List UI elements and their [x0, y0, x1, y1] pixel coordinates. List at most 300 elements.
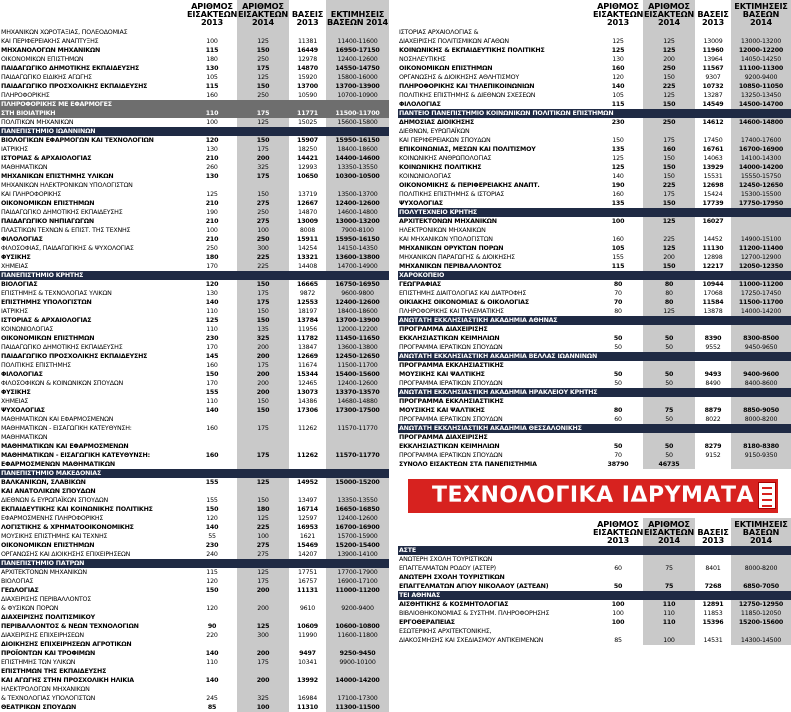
estimate-2014: 16700-16900: [326, 523, 389, 532]
admitted-2014: 75: [643, 564, 695, 573]
estimate-2014: 11300-11500: [326, 703, 389, 712]
header-col-4: ΕΚΤΙΜΗΣΕΙΣ ΒΑΣΕΩΝ 2014: [731, 518, 791, 546]
admitted-2014: 200: [237, 388, 289, 397]
table-body: [0, 28, 389, 712]
department-name: ΙΑΤΡΙΚΗΣ: [1, 308, 28, 315]
section-header-row: [398, 388, 791, 397]
table-row: [0, 37, 389, 46]
estimate-2014: 11000-11200: [731, 280, 791, 289]
admitted-2013: [187, 685, 237, 694]
header-col-2: ΑΡΙΘΜΟΣ ΕΙΣΑΚΤΕΩΝ 2014: [643, 1, 695, 27]
base-2013: [289, 667, 326, 676]
base-2013: 9493: [695, 370, 731, 379]
base-2013: 12698: [695, 181, 731, 190]
base-2013: [695, 627, 731, 636]
estimate-2014: [731, 397, 791, 406]
admitted-2013: 140: [187, 676, 237, 685]
table-row: [398, 181, 791, 190]
base-2013: 12978: [289, 55, 326, 64]
base-2013: 13009: [695, 37, 731, 46]
admitted-2013: 80: [593, 406, 643, 415]
admitted-2014: 325: [237, 163, 289, 172]
admitted-2014: [237, 181, 289, 190]
section-header-row: [0, 127, 389, 136]
table-row: [0, 289, 389, 298]
base-2013: [289, 595, 326, 604]
base-2013: 8008: [289, 226, 326, 235]
department-name: ΨΥΧΟΛΟΓΙΑΣ: [1, 407, 45, 414]
admitted-2013: 155: [187, 478, 237, 487]
base-2013: 10650: [289, 172, 326, 181]
admitted-2014: 150: [643, 100, 695, 109]
department-name: ΚΑΙ ΑΓΩΓΗΣ ΣΤΗΝ ΠΡΟΣΧΟΛΙΚΗ ΗΛΙΚΙΑ: [1, 677, 134, 684]
department-name: ΟΙΚΟΝΟΜΙΚΩΝ ΕΠΙΣΤΗΜΩΝ: [1, 542, 95, 549]
estimate-2014: 18400-18600: [326, 307, 389, 316]
department-name: ΔΙΟΙΚΗΣΗΣ ΕΠΙΧΕΙΡΗΣΕΩΝ ΑΓΡΟΤΙΚΩΝ: [1, 641, 132, 648]
tech-banner: [398, 479, 791, 518]
admitted-2014: 125: [237, 73, 289, 82]
admitted-2013: 100: [593, 600, 643, 609]
department-name: ΕΠΑΓΓΕΛΜΑΤΩΝ ΑΓΙΟΥ ΝΙΚΟΛΑΟΥ (ΑΣΤΕΑΝ): [399, 583, 549, 590]
admitted-2014: [237, 433, 289, 442]
table-row: [0, 595, 389, 604]
table-row: [398, 244, 791, 253]
table-row: [398, 555, 791, 564]
admitted-2013: 105: [187, 73, 237, 82]
admitted-2013: 160: [187, 91, 237, 100]
department-name: ΠΡΟΓΡΑΜΜΑ ΔΙΑΧΕΙΡΙΣΗΣ: [399, 434, 488, 441]
admitted-2013: 100: [593, 618, 643, 627]
estimate-2014: 12000-12200: [326, 325, 389, 334]
table-row: [398, 91, 791, 100]
header-col-3: ΒΑΣΕΙΣ 2013: [697, 527, 729, 545]
department-name: ΓΕΩΓΡΑΦΙΑΣ: [399, 281, 442, 288]
estimate-2014: 14680-14880: [326, 397, 389, 406]
estimate-2014: 11600-11800: [326, 631, 389, 640]
estimate-2014: 9400-9600: [731, 370, 791, 379]
estimate-2014: 14550-14750: [326, 64, 389, 73]
estimate-2014: 16650-16850: [326, 505, 389, 514]
table-row: [0, 226, 389, 235]
estimate-2014: 13350-13550: [326, 496, 389, 505]
base-2013: 14870: [289, 208, 326, 217]
department-name: ΨΥΧΟΛΟΓΙΑΣ: [399, 200, 443, 207]
estimate-2014: 17750-17950: [731, 199, 791, 208]
admitted-2013: 125: [187, 190, 237, 199]
base-2013: 11262: [289, 424, 326, 433]
base-2013: [289, 28, 326, 37]
admitted-2013: 100: [187, 118, 237, 127]
department-name: ΠΛΗΡΟΦΟΡΙΚΗΣ ΚΑΙ ΤΗΛΕΜΑΤΙΚΗΣ: [399, 308, 504, 315]
base-2013: [695, 555, 731, 564]
admitted-2013: 130: [593, 55, 643, 64]
admitted-2014: [237, 460, 289, 469]
table-row: [398, 415, 791, 424]
base-2013: 11956: [289, 325, 326, 334]
department-name: ΠΡΟΪΟΝΤΩΝ ΚΑΙ ΤΡΟΦΙΜΩΝ: [1, 650, 96, 657]
department-name: ΜΗΧΑΝΙΚΩΝ ΗΛΕΚΤΡΟΝΙΚΩΝ ΥΠΟΛΟΓΙΣΤΩΝ: [1, 182, 133, 189]
base-2013: 13287: [695, 91, 731, 100]
table-row: [0, 577, 389, 586]
admitted-2013: 80: [593, 307, 643, 316]
admitted-2014: [643, 397, 695, 406]
admitted-2013: [187, 415, 237, 424]
admitted-2013: 150: [593, 136, 643, 145]
estimate-2014: 14150-14350: [326, 244, 389, 253]
admitted-2013: [187, 667, 237, 676]
table-row: [398, 397, 791, 406]
table-row: [398, 37, 791, 46]
admitted-2014: 50: [643, 451, 695, 460]
estimate-2014: 9250-9450: [326, 649, 389, 658]
admitted-2013: 210: [187, 199, 237, 208]
table-row: [398, 217, 791, 226]
department-name: ΠΟΛΙΤΙΚΗΣ ΕΠΙΣΤΗΜΗΣ: [1, 362, 71, 369]
estimate-2014: 11500-11700: [326, 361, 389, 370]
table-row: [0, 217, 389, 226]
base-2013: 11960: [695, 46, 731, 55]
estimate-2014: 13350-13550: [326, 163, 389, 172]
base-2013: 13878: [695, 307, 731, 316]
table-row: [398, 172, 791, 181]
admitted-2014: [237, 442, 289, 451]
department-name: ΚΟΙΝΩΝΙΚΗΣ ΠΟΛΙΤΙΚΗΣ: [399, 164, 482, 171]
table-header: [0, 0, 389, 28]
admitted-2013: 55: [187, 532, 237, 541]
admitted-2014: 50: [643, 442, 695, 451]
base-2013: 14063: [695, 154, 731, 163]
admitted-2013: 160: [593, 190, 643, 199]
admitted-2014: 50: [643, 415, 695, 424]
table-row: [0, 325, 389, 334]
estimate-2014: [731, 627, 791, 636]
base-2013: [695, 433, 731, 442]
estimate-2014: 12400-12600: [326, 199, 389, 208]
department-name: ΠΟΛΙΤΙΚΗΣ ΕΠΙΣΤΗΜΗΣ & ΔΙΕΘΝΩΝ ΣΧΕΣΕΩΝ: [399, 92, 536, 99]
admitted-2014: [643, 361, 695, 370]
department-name: ΜΗΧΑΝΟΛΟΓΩΝ ΜΗΧΑΝΙΚΩΝ: [1, 47, 101, 54]
admitted-2014: [237, 28, 289, 37]
base-2013: 12993: [289, 163, 326, 172]
admitted-2013: 115: [593, 100, 643, 109]
base-2013: 15025: [289, 118, 326, 127]
table-row: [0, 91, 389, 100]
base-2013: 15531: [695, 172, 731, 181]
department-name: ΗΛΕΚΤΡΟΛΟΓΩΝ ΜΗΧΑΝΙΚΩΝ: [1, 686, 90, 693]
base-2013: 16757: [289, 577, 326, 586]
base-2013: [289, 442, 326, 451]
table-row: [0, 631, 389, 640]
table-row: [0, 694, 389, 703]
estimate-2014: [731, 433, 791, 442]
admitted-2013: 210: [187, 154, 237, 163]
department-name: ΦΙΛΟΣΟΦΙΑΣ, ΠΑΙΔΑΓΩΓΙΚΗΣ & ΨΥΧΟΛΟΓΙΑΣ: [1, 245, 134, 252]
admitted-2014: 150: [237, 406, 289, 415]
department-name: ΜΗΧΑΝΙΚΩΝ ΠΕΡΙΒΑΛΛΟΝΤΟΣ: [399, 263, 502, 270]
admitted-2014: 200: [237, 154, 289, 163]
admitted-2013: 50: [593, 442, 643, 451]
department-name: ΠΑΙΔΑΓΩΓΙΚΟ ΠΡΟΣΧΟΛΙΚΗΣ ΕΚΠΑΙΔΕΥΣΗΣ: [1, 83, 148, 90]
base-2013: 14408: [289, 262, 326, 271]
section-title: ΠΑΝΤΕΙΟ ΠΑΝΕΠΙΣΤΗΜΙΟ ΚΟΙΝΩΝΙΚΩΝ ΠΟΛΙΤΙΚΩΝ ΕΠΙΣΤΗΜΩΝ: [398, 109, 791, 118]
base-2013: 12217: [695, 262, 731, 271]
department-name: ΠΑΙΔΑΓΩΓΙΚΟ ΔΗΜΟΤΙΚΗΣ ΕΚΠΑΙΔΕΥΣΗΣ: [1, 65, 140, 72]
admitted-2014: 250: [237, 235, 289, 244]
base-2013: 14612: [695, 118, 731, 127]
admitted-2014: 110: [643, 600, 695, 609]
admitted-2014: 150: [237, 280, 289, 289]
admitted-2013: 170: [187, 262, 237, 271]
table-row: [398, 73, 791, 82]
base-2013: [695, 361, 731, 370]
estimate-2014: 13370-13570: [326, 388, 389, 397]
department-name: ΦΙΛΟΛΟΓΙΑΣ: [1, 371, 43, 378]
estimate-2014: 13700-13900: [326, 82, 389, 91]
table-row: [0, 136, 389, 145]
department-name: ΟΙΚΟΝΟΜΙΚΗΣ & ΠΕΡΙΦΕΡΕΙΑΚΗΣ ΑΝΑΠΤ.: [399, 182, 540, 189]
table-row: [398, 573, 791, 582]
department-name: ΕΠΙΣΤΗΜΗΣ & ΤΕΧΝΟΛΟΓΙΑΣ ΥΛΙΚΩΝ: [1, 290, 112, 297]
admitted-2014: 175: [237, 172, 289, 181]
admitted-2013: 135: [593, 145, 643, 154]
base-2013: 15344: [289, 370, 326, 379]
admitted-2014: 160: [643, 145, 695, 154]
estimate-2014: 15600-15800: [326, 118, 389, 127]
admitted-2014: [237, 595, 289, 604]
admitted-2014: 150: [237, 190, 289, 199]
admitted-2014: [237, 613, 289, 622]
admitted-2014: 225: [643, 181, 695, 190]
department-name: & ΤΕΧΝΟΛΟΓΙΑΣ ΥΠΟΛΟΓΙΣΤΩΝ: [1, 695, 96, 702]
admitted-2013: 130: [187, 64, 237, 73]
section-title: ΠΑΝΕΠΙΣΤΗΜΙΟ ΠΑΤΡΩΝ: [0, 559, 389, 568]
admitted-2013: 115: [187, 568, 237, 577]
base-2013: [695, 127, 731, 136]
estimate-2014: 12700-12900: [731, 253, 791, 262]
admitted-2013: 120: [187, 514, 237, 523]
department-name: ΔΗΜΟΣΙΑΣ ΔΙΟΙΚΗΣΗΣ: [399, 119, 475, 126]
admitted-2014: 275: [237, 217, 289, 226]
estimate-2014: [731, 127, 791, 136]
estimate-2014: [326, 28, 389, 37]
estimate-2014: 14000-14200: [326, 676, 389, 685]
admitted-2013: 100: [187, 226, 237, 235]
base-2013: 11771: [289, 109, 326, 118]
admitted-2014: 250: [643, 64, 695, 73]
base-2013: 10732: [695, 82, 731, 91]
admitted-2014: 225: [237, 253, 289, 262]
base-2013: 15907: [289, 136, 326, 145]
estimate-2014: 15800-16000: [326, 73, 389, 82]
department-name: ΒΙΟΛΟΓΙΑΣ: [1, 281, 38, 288]
admitted-2013: 70: [593, 289, 643, 298]
table-row: [398, 55, 791, 64]
department-name: ΔΙΑΧΕΙΡΙΣΗΣ ΠΟΛΙΤΙΣΜΙΚΩΝ ΑΓΑΘΩΝ: [399, 38, 509, 45]
table-row: [0, 46, 389, 55]
header-col-2: ΑΡΙΘΜΟΣ ΕΙΣΑΚΤΕΩΝ 2014: [643, 519, 695, 545]
admitted-2014: 175: [237, 658, 289, 667]
admitted-2013: [187, 460, 237, 469]
estimate-2014: [326, 667, 389, 676]
department-name: ΠΛΑΣΤΙΚΩΝ ΤΕΧΝΩΝ & ΕΠΙΣΤ. ΤΗΣ ΤΕΧΝΗΣ: [1, 227, 131, 234]
base-2013: 13847: [289, 343, 326, 352]
admitted-2014: 300: [237, 631, 289, 640]
department-name: ΕΡΓΟΘΕΡΑΠΕΙΑΣ: [399, 619, 455, 626]
estimate-2014: 11100-11300: [731, 64, 791, 73]
admitted-2013: 125: [593, 46, 643, 55]
admitted-2013: 170: [187, 343, 237, 352]
department-name: ΚΑΙ ΠΕΡΙΦΕΡΕΙΑΚΩΝ ΣΠΟΥΔΩΝ: [399, 137, 491, 144]
admitted-2014: 200: [237, 586, 289, 595]
admitted-2014: [643, 28, 695, 37]
table-row: [0, 514, 389, 523]
section-header-row: [398, 424, 791, 433]
department-name: ΟΡΓΑΝΩΣΗΣ & ΔΙΟΙΚΗΣΗΣ ΑΘΛΗΤΙΣΜΟΥ: [399, 74, 520, 81]
base-2013: 8279: [695, 442, 731, 451]
base-2013: 13784: [289, 316, 326, 325]
table-row: [0, 532, 389, 541]
base-2013: 14952: [289, 478, 326, 487]
base-2013: 16761: [695, 145, 731, 154]
admitted-2014: 110: [643, 609, 695, 618]
admitted-2014: 200: [237, 649, 289, 658]
estimate-2014: 14100-14300: [731, 154, 791, 163]
table-row: [0, 118, 389, 127]
department-name: ΟΙΚΟΝΟΜΙΚΩΝ ΕΠΙΣΤΗΜΩΝ: [1, 56, 84, 63]
department-name: ΦΙΛΟΛΟΓΙΑΣ: [399, 101, 441, 108]
estimate-2014: [326, 433, 389, 442]
estimate-2014: [731, 361, 791, 370]
section-header-row: [0, 559, 389, 568]
base-2013: 12891: [695, 600, 731, 609]
base-2013: 10944: [695, 280, 731, 289]
admitted-2014: 150: [237, 397, 289, 406]
base-2013: 8490: [695, 379, 731, 388]
department-name: ΠΡΟΓΡΑΜΜΑ ΔΙΑΧΕΙΡΙΣΗΣ: [399, 326, 488, 333]
admitted-2014: 225: [237, 523, 289, 532]
department-name: ΔΙΑΚΟΣΜΗΣΗΣ ΚΑΙ ΣΧΕΔΙΑΣΜΟΥ ΑΝΤΙΚΕΙΜΕΝΩΝ: [399, 637, 544, 644]
department-name: ΛΟΓΙΣΤΙΚΗΣ & ΧΡΗΜΑΤΟΟΙΚΟΝΟΜΙΚΗΣ: [1, 524, 134, 531]
base-2013: 11310: [289, 703, 326, 712]
admitted-2014: 200: [237, 343, 289, 352]
admitted-2013: 210: [187, 217, 237, 226]
header-col-4: ΕΚΤΙΜΗΣΕΙΣ ΒΑΣΕΩΝ 2014: [731, 0, 791, 28]
base-2013: 17306: [289, 406, 326, 415]
admitted-2013: [593, 361, 643, 370]
base-2013: 11990: [289, 631, 326, 640]
estimate-2014: 12050-12350: [731, 262, 791, 271]
admitted-2013: 140: [593, 172, 643, 181]
table-row: [0, 496, 389, 505]
department-name: ΠΑΙΔΑΓΩΓΙΚΟ ΔΗΜΟΤΙΚΗΣ ΕΚΠΑΙΔΕΥΣΗΣ: [1, 209, 123, 216]
admitted-2014: 50: [643, 334, 695, 343]
base-2013: [695, 226, 731, 235]
table-row: [398, 442, 791, 451]
admitted-2014: 80: [643, 298, 695, 307]
estimate-2014: 11400-11600: [326, 37, 389, 46]
department-name: ΧΗΜΕΙΑΣ: [1, 398, 29, 405]
estimate-2014: 14600-14800: [326, 208, 389, 217]
estimate-2014: [326, 487, 389, 496]
base-2013: [695, 573, 731, 582]
department-name: ΓΕΩΛΟΓΙΑΣ: [1, 587, 39, 594]
table-row: [0, 424, 389, 433]
base-2013: 17739: [695, 199, 731, 208]
department-name: ΜΟΥΣΙΚΗΣ ΚΑΙ ΨΑΛΤΙΚΗΣ: [399, 407, 485, 414]
estimate-2014: 8300-8500: [731, 334, 791, 343]
admitted-2014: 200: [237, 352, 289, 361]
department-name: ΦΥΣΙΚΗΣ: [1, 389, 31, 396]
base-2013: [289, 640, 326, 649]
estimate-2014: [731, 573, 791, 582]
table-row: [0, 235, 389, 244]
table-row: [0, 316, 389, 325]
section-title: ΠΟΛΥΤΕΧΝΕΙΟ ΚΡΗΤΗΣ: [398, 208, 791, 217]
base-2013: [289, 100, 326, 109]
admitted-2014: 125: [237, 622, 289, 631]
department-name: ΒΑΛΚΑΝΙΚΩΝ, ΣΛΑΒΙΚΩΝ: [1, 479, 86, 486]
table-row: [0, 685, 389, 694]
table-row: [0, 64, 389, 73]
base-2013: 8401: [695, 564, 731, 573]
department-name: ΑΙΣΘΗΤΙΚΗΣ & ΚΟΣΜΗΤΟΛΟΓΙΑΣ: [399, 601, 509, 608]
estimate-2014: 17100-17300: [326, 694, 389, 703]
admitted-2014: 200: [643, 55, 695, 64]
admitted-2014: 225: [643, 82, 695, 91]
estimate-2014: 9450-9650: [731, 343, 791, 352]
admitted-2013: 38790: [593, 460, 643, 469]
base-2013: 13321: [289, 253, 326, 262]
estimate-2014: 12000-12200: [731, 46, 791, 55]
section-title: ΑΣΤΕ: [398, 546, 791, 555]
table-row: [398, 145, 791, 154]
base-2013: 12465: [289, 379, 326, 388]
base-2013: [289, 487, 326, 496]
table-row: [0, 208, 389, 217]
table-row: [398, 190, 791, 199]
base-2013: 14386: [289, 397, 326, 406]
table-row: [0, 163, 389, 172]
table-row: [398, 64, 791, 73]
universities-table-left: [0, 0, 389, 712]
base-2013: 8879: [695, 406, 731, 415]
department-name: ΠΡΟΓΡΑΜΜΑ ΙΕΡΑΤΙΚΩΝ ΣΠΟΥΔΩΝ: [399, 344, 503, 351]
admitted-2014: 150: [643, 172, 695, 181]
department-name: ΠΑΙΔΑΓΩΓΙΚΟ ΠΡΟΣΧΟΛΙΚΗΣ ΕΚΠΑΙΔΕΥΣΗΣ: [1, 353, 148, 360]
section-header-row: [398, 271, 791, 280]
admitted-2014: 150: [237, 136, 289, 145]
estimate-2014: [731, 555, 791, 564]
section-title: ΠΑΝΕΠΙΣΤΗΜΙΟ ΚΡΗΤΗΣ: [0, 271, 389, 280]
estimate-2014: 15300-15500: [731, 190, 791, 199]
admitted-2014: 250: [237, 55, 289, 64]
admitted-2013: 110: [187, 109, 237, 118]
admitted-2014: 325: [237, 694, 289, 703]
estimate-2014: 11500-11700: [326, 109, 389, 118]
admitted-2014: [643, 555, 695, 564]
department-name: ΜΑΘΗΜΑΤΙΚΩΝ ΚΑΙ ΕΦΑΡΜΟΣΜΕΝΩΝ: [1, 416, 114, 423]
table-row: [0, 253, 389, 262]
base-2013: 13992: [289, 676, 326, 685]
table-row: [0, 343, 389, 352]
admitted-2013: 220: [187, 631, 237, 640]
department-name: ΦΙΛΟΣΟΦΙΚΩΝ & ΚΟΙΝΩΝΙΚΩΝ ΣΠΟΥΔΩΝ: [1, 380, 124, 387]
admitted-2013: 130: [187, 172, 237, 181]
table-row: [0, 541, 389, 550]
estimate-2014: 13600-13800: [326, 343, 389, 352]
base-2013: 9872: [289, 289, 326, 298]
table-row: [0, 28, 389, 37]
